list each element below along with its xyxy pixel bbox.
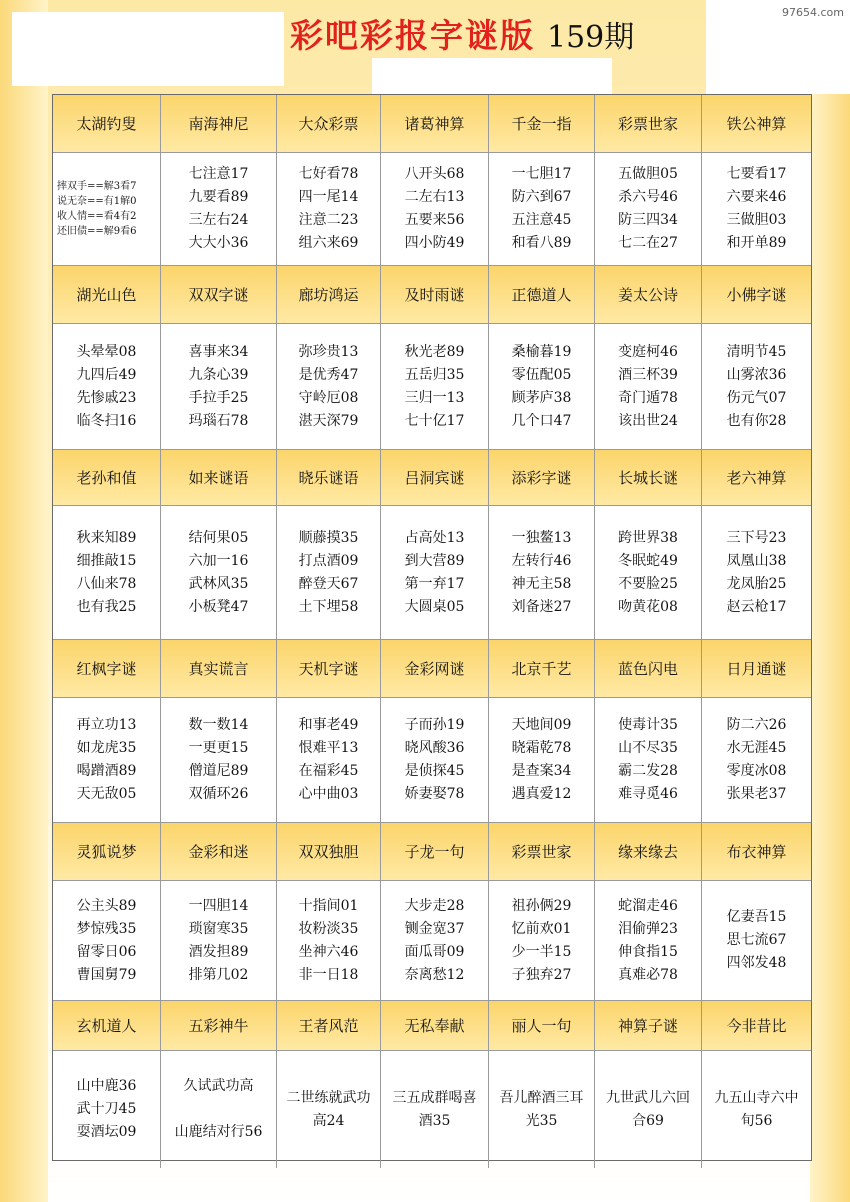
riddle-line: 大步走28 xyxy=(404,897,465,914)
riddle-cell xyxy=(53,698,161,823)
riddle-line: 防二六26 xyxy=(726,717,787,733)
riddle-line: 武林风35 xyxy=(188,575,249,592)
riddle-cell xyxy=(381,698,489,823)
riddle-cell xyxy=(489,881,595,1001)
column-header: 老六神算 xyxy=(702,450,811,506)
riddle-line: 僧道尼89 xyxy=(188,763,249,779)
column-header: 日月通谜 xyxy=(702,640,811,698)
column-header: 姜太公诗 xyxy=(595,266,702,324)
riddle-cell xyxy=(381,153,489,266)
riddle-line: 临冬扫16 xyxy=(76,412,137,429)
riddle-cell xyxy=(53,1051,161,1168)
riddle-line: 七注意17 xyxy=(188,166,249,182)
riddle-line: 三下号23 xyxy=(726,529,787,546)
riddle-line: 晓霜乾78 xyxy=(511,740,572,756)
riddle-line: 酒发担89 xyxy=(188,943,249,960)
column-header: 无私奉献 xyxy=(381,1001,489,1051)
riddle-line: 遇真爱12 xyxy=(511,786,572,802)
riddle-line: 一四胆14 xyxy=(188,897,249,914)
riddle-line: 使毒计35 xyxy=(618,717,678,733)
riddle-line: 二左右13 xyxy=(404,189,465,205)
riddle-line: 伤元气07 xyxy=(726,389,787,406)
riddle-line: 喜事来34 xyxy=(188,343,249,360)
column-header: 晓乐谜语 xyxy=(277,450,381,506)
content-row xyxy=(53,1051,811,1168)
content-row xyxy=(53,324,811,450)
riddle-line: 防六到67 xyxy=(511,189,572,205)
riddle-line: 奈离愁12 xyxy=(404,966,465,983)
riddle-line: 山鹿结对行56 xyxy=(174,1124,263,1141)
riddle-line: 耍酒坛09 xyxy=(76,1124,137,1140)
riddle-line: 泪偷弹23 xyxy=(618,920,678,937)
riddle-cell xyxy=(702,153,811,266)
riddle-line: 山中鹿36 xyxy=(76,1078,137,1094)
riddle-line: 摔双手==解3看7 xyxy=(57,181,137,192)
riddle-line: 和看八89 xyxy=(511,235,572,251)
riddle-line: 小板凳47 xyxy=(188,598,249,615)
riddle-line: 留零日06 xyxy=(76,943,137,960)
riddle-line: 不要脸25 xyxy=(618,575,678,592)
column-header: 长城长谜 xyxy=(595,450,702,506)
riddle-cell xyxy=(277,324,381,450)
riddle-cell xyxy=(702,1051,811,1168)
riddle-line: 细推敲15 xyxy=(76,552,137,569)
riddle-line: 秋光老89 xyxy=(404,343,465,360)
riddle-line: 一独鳌13 xyxy=(511,529,572,546)
riddle-line: 是侦探45 xyxy=(404,763,465,779)
riddle-line: 天无敌05 xyxy=(76,786,137,802)
riddle-line: 九五山寺六中旬56 xyxy=(714,1089,799,1129)
riddle-line: 防三四34 xyxy=(618,212,678,228)
riddle-line: 蛇溜走46 xyxy=(618,897,678,914)
page-title xyxy=(290,10,710,54)
column-header: 玄机道人 xyxy=(53,1001,161,1051)
riddle-line: 子而孙19 xyxy=(404,717,465,733)
riddle-line: 顾茅庐38 xyxy=(511,389,572,406)
riddle-line: 该出世24 xyxy=(618,412,678,429)
riddle-line: 七二在27 xyxy=(618,235,678,251)
riddle-line: 是优秀47 xyxy=(298,366,359,383)
riddle-cell xyxy=(277,881,381,1001)
riddle-line: 再立功13 xyxy=(76,717,137,733)
riddle-line: 伸食指15 xyxy=(618,943,678,960)
riddle-line: 祖孙俩29 xyxy=(511,897,572,914)
riddle-line: 四邻发48 xyxy=(726,955,787,971)
riddle-line: 真难必78 xyxy=(618,966,678,983)
column-header: 真实谎言 xyxy=(161,640,277,698)
riddle-cell xyxy=(161,881,277,1001)
riddle-line: 梦惊残35 xyxy=(76,920,137,937)
site-watermark: 97654.com xyxy=(782,6,844,19)
column-header: 诸葛神算 xyxy=(381,95,489,153)
header-row xyxy=(53,640,811,698)
column-header: 金彩和迷 xyxy=(161,823,277,881)
riddle-line: 久试武功高 xyxy=(183,1077,254,1094)
riddle-line: 天地间09 xyxy=(511,717,572,733)
column-header: 正德道人 xyxy=(489,266,595,324)
riddle-line: 铡金宽37 xyxy=(404,920,465,937)
header-row xyxy=(53,266,811,324)
riddle-line: 神无主58 xyxy=(511,575,572,592)
riddle-line: 喝蹭酒89 xyxy=(76,763,137,779)
riddle-line: 九四后49 xyxy=(76,366,137,383)
column-header: 铁公神算 xyxy=(702,95,811,153)
riddle-line: 八仙来78 xyxy=(76,575,137,592)
riddle-line: 也有你28 xyxy=(726,412,787,429)
riddle-line: 说无奈==有1解0 xyxy=(57,196,137,207)
riddle-line: 结何果05 xyxy=(188,529,249,546)
riddle-line: 在福彩45 xyxy=(298,763,359,779)
column-header: 太湖钓叟 xyxy=(53,95,161,153)
riddle-line: 赵云枪17 xyxy=(726,598,787,615)
riddle-cell xyxy=(161,324,277,450)
riddle-line: 少一半15 xyxy=(511,943,572,960)
riddle-line: 秋来知89 xyxy=(76,529,137,546)
riddle-line: 清明节45 xyxy=(726,343,787,360)
riddle-line: 妆粉淡35 xyxy=(298,920,359,937)
riddle-cell xyxy=(161,506,277,640)
title-text: 彩吧彩报字谜版 xyxy=(290,16,535,55)
riddle-cell xyxy=(595,506,702,640)
riddle-line: 山不尽35 xyxy=(618,740,678,756)
riddle-line: 难寻觅46 xyxy=(618,786,678,802)
riddle-line: 和事老49 xyxy=(298,717,359,733)
header-row xyxy=(53,450,811,506)
riddle-line: 八开头68 xyxy=(404,166,465,182)
riddle-line: 先惨戚23 xyxy=(76,389,137,406)
riddle-line: 土下埋58 xyxy=(298,598,359,615)
riddle-line: 九世武儿六回合69 xyxy=(606,1089,690,1129)
riddle-line: 恨难平13 xyxy=(298,740,359,756)
column-header: 丽人一句 xyxy=(489,1001,595,1051)
riddle-cell xyxy=(277,698,381,823)
riddle-line: 九要看89 xyxy=(188,189,249,205)
column-header: 神算子谜 xyxy=(595,1001,702,1051)
column-header: 千金一指 xyxy=(489,95,595,153)
riddle-line: 湛天深79 xyxy=(298,412,359,429)
riddle-line: 五岳归35 xyxy=(404,366,465,383)
riddle-line: 子独弃27 xyxy=(511,966,572,983)
content-row xyxy=(53,506,811,640)
issue-number: 159期 xyxy=(547,20,635,55)
riddle-line: 五做胆05 xyxy=(618,166,678,182)
riddle-line: 第一弃17 xyxy=(404,575,465,592)
column-header: 及时雨谜 xyxy=(381,266,489,324)
column-header: 王者风范 xyxy=(277,1001,381,1051)
riddle-cell xyxy=(702,881,811,1001)
riddle-line: 七要看17 xyxy=(726,166,787,182)
riddle-line: 头晕晕08 xyxy=(76,343,137,360)
content-row xyxy=(53,153,811,266)
column-header: 老孙和值 xyxy=(53,450,161,506)
column-header: 廊坊鸿运 xyxy=(277,266,381,324)
riddle-line: 双循环26 xyxy=(188,786,249,802)
riddle-line: 零度冰08 xyxy=(726,763,787,779)
content-row xyxy=(53,881,811,1001)
riddle-cell xyxy=(381,1051,489,1168)
white-box-top-center xyxy=(372,58,612,94)
riddle-line: 数一数14 xyxy=(188,717,249,733)
riddle-line: 非一日18 xyxy=(298,966,359,983)
content-row xyxy=(53,698,811,823)
riddle-line: 一更更15 xyxy=(188,740,249,756)
riddle-line: 一七胆17 xyxy=(511,166,572,182)
riddle-line: 醉登天67 xyxy=(298,575,359,592)
riddle-line: 公主头89 xyxy=(76,897,137,914)
column-header: 双双独胆 xyxy=(277,823,381,881)
riddle-line: 九条心39 xyxy=(188,366,249,383)
riddle-line: 三做胆03 xyxy=(726,212,787,228)
riddle-line: 如龙虎35 xyxy=(76,740,137,756)
riddle-cell xyxy=(702,698,811,823)
riddle-cell xyxy=(381,324,489,450)
riddle-cell xyxy=(161,153,277,266)
riddle-cell xyxy=(489,506,595,640)
riddle-line: 排第几02 xyxy=(188,966,249,983)
riddle-line: 弥珍贵13 xyxy=(298,343,359,360)
riddle-cell xyxy=(53,506,161,640)
riddle-line: 奇门遁78 xyxy=(618,389,678,406)
column-header: 蓝色闪电 xyxy=(595,640,702,698)
header-row xyxy=(53,1001,811,1051)
riddle-line: 也有我25 xyxy=(76,598,137,615)
riddle-line: 四小防49 xyxy=(404,235,465,251)
riddle-line: 杀六号46 xyxy=(618,189,678,205)
column-header: 南海神尼 xyxy=(161,95,277,153)
riddle-line: 坐神六46 xyxy=(298,943,359,960)
riddle-line: 六要来46 xyxy=(726,189,787,205)
column-header: 吕洞宾谜 xyxy=(381,450,489,506)
riddle-line: 心中曲03 xyxy=(298,786,359,802)
column-header: 金彩网谜 xyxy=(381,640,489,698)
riddle-line: 霸二发28 xyxy=(618,763,678,779)
riddle-line: 三左右24 xyxy=(188,212,249,228)
riddle-line: 注意二23 xyxy=(298,212,359,228)
column-header: 灵狐说梦 xyxy=(53,823,161,881)
riddle-cell xyxy=(702,506,811,640)
riddle-line: 凤凰山38 xyxy=(726,552,787,569)
column-header: 彩票世家 xyxy=(595,95,702,153)
riddle-line: 打点酒09 xyxy=(298,552,359,569)
riddle-line: 三归一13 xyxy=(404,389,465,406)
riddle-cell xyxy=(277,1051,381,1168)
riddle-line: 冬眠蛇49 xyxy=(618,552,678,569)
riddle-line: 吻黄花08 xyxy=(618,598,678,615)
riddle-line: 张果老37 xyxy=(726,786,787,802)
riddle-cell xyxy=(53,153,161,266)
column-header: 今非昔比 xyxy=(702,1001,811,1051)
riddle-line: 大大小36 xyxy=(188,235,249,251)
riddle-line: 亿妻吾15 xyxy=(726,909,787,925)
column-header: 大众彩票 xyxy=(277,95,381,153)
riddle-cell xyxy=(595,881,702,1001)
riddle-line: 五要来56 xyxy=(404,212,465,228)
riddle-table xyxy=(52,94,812,1161)
riddle-cell xyxy=(161,1051,277,1168)
riddle-cell xyxy=(489,1051,595,1168)
riddle-cell xyxy=(595,324,702,450)
riddle-line: 吾儿醉酒三耳光35 xyxy=(499,1089,584,1129)
column-header: 双双字谜 xyxy=(161,266,277,324)
riddle-line: 琐窗寒35 xyxy=(188,920,249,937)
riddle-cell xyxy=(277,153,381,266)
riddle-line: 还旧债==解9看6 xyxy=(57,226,137,237)
riddle-line: 组六来69 xyxy=(298,235,359,251)
riddle-line: 跨世界38 xyxy=(618,529,678,546)
riddle-line: 和开单89 xyxy=(726,235,787,251)
column-header: 北京千艺 xyxy=(489,640,595,698)
column-header: 红枫字谜 xyxy=(53,640,161,698)
riddle-cell xyxy=(381,506,489,640)
riddle-cell xyxy=(381,881,489,1001)
riddle-line: 收人情==看4有2 xyxy=(57,211,137,222)
riddle-line: 酒三杯39 xyxy=(618,366,678,383)
riddle-line: 曹国舅79 xyxy=(76,966,137,983)
column-header: 天机字谜 xyxy=(277,640,381,698)
riddle-line: 三五成群喝喜酒35 xyxy=(392,1089,477,1129)
riddle-line: 山雾浓36 xyxy=(726,366,787,383)
riddle-cell xyxy=(277,506,381,640)
column-header: 子龙一句 xyxy=(381,823,489,881)
riddle-line: 五注意45 xyxy=(511,212,572,228)
riddle-line: 四一尾14 xyxy=(298,189,359,205)
riddle-cell xyxy=(489,698,595,823)
riddle-cell xyxy=(595,1051,702,1168)
column-header: 如来谜语 xyxy=(161,450,277,506)
riddle-line: 龙凤胎25 xyxy=(726,575,787,592)
riddle-line: 到大营89 xyxy=(404,552,465,569)
riddle-line: 面瓜哥09 xyxy=(404,943,465,960)
column-header: 小佛字谜 xyxy=(702,266,811,324)
column-header: 布衣神算 xyxy=(702,823,811,881)
riddle-line: 左转行46 xyxy=(511,552,572,569)
riddle-line: 二世练就武功高24 xyxy=(286,1089,371,1129)
left-gold-border xyxy=(0,0,48,1202)
riddle-line: 守岭厄08 xyxy=(298,389,359,406)
riddle-cell xyxy=(489,153,595,266)
riddle-line: 零伍配05 xyxy=(511,366,572,383)
column-header: 添彩字谜 xyxy=(489,450,595,506)
riddle-cell xyxy=(702,324,811,450)
riddle-cell xyxy=(53,324,161,450)
riddle-line: 水无涯45 xyxy=(726,740,787,756)
riddle-line: 桑榆暮19 xyxy=(511,343,572,360)
riddle-line: 娇妻娶78 xyxy=(404,786,465,802)
column-header: 五彩神牛 xyxy=(161,1001,277,1051)
column-header: 彩票世家 xyxy=(489,823,595,881)
riddle-line: 手拉手25 xyxy=(188,389,249,406)
right-gold-border xyxy=(810,0,850,1202)
riddle-line: 晓风酸36 xyxy=(404,740,465,756)
riddle-line: 玛瑙石78 xyxy=(188,412,249,429)
riddle-line: 七十亿17 xyxy=(404,412,465,429)
riddle-line: 大圆桌05 xyxy=(404,598,465,615)
column-header: 湖光山色 xyxy=(53,266,161,324)
riddle-line: 刘备迷27 xyxy=(511,598,572,615)
riddle-line: 顺藤摸35 xyxy=(298,529,359,546)
header-row xyxy=(53,823,811,881)
header-row xyxy=(53,95,811,153)
riddle-cell xyxy=(489,324,595,450)
riddle-line: 是查案34 xyxy=(511,763,572,779)
riddle-line: 思七流67 xyxy=(726,932,787,948)
riddle-line: 占高处13 xyxy=(404,529,465,546)
riddle-line: 七好看78 xyxy=(298,166,359,182)
riddle-line: 忆前欢01 xyxy=(511,920,572,937)
riddle-line: 几个口47 xyxy=(511,412,572,429)
white-box-top-left xyxy=(12,12,284,86)
riddle-cell xyxy=(53,881,161,1001)
riddle-line: 武十刀45 xyxy=(76,1101,137,1117)
riddle-cell xyxy=(595,698,702,823)
riddle-line: 变庭柯46 xyxy=(618,343,678,360)
riddle-cell xyxy=(595,153,702,266)
riddle-line: 六加一16 xyxy=(188,552,249,569)
riddle-cell xyxy=(161,698,277,823)
column-header: 缘来缘去 xyxy=(595,823,702,881)
riddle-line: 十指间01 xyxy=(298,897,359,914)
